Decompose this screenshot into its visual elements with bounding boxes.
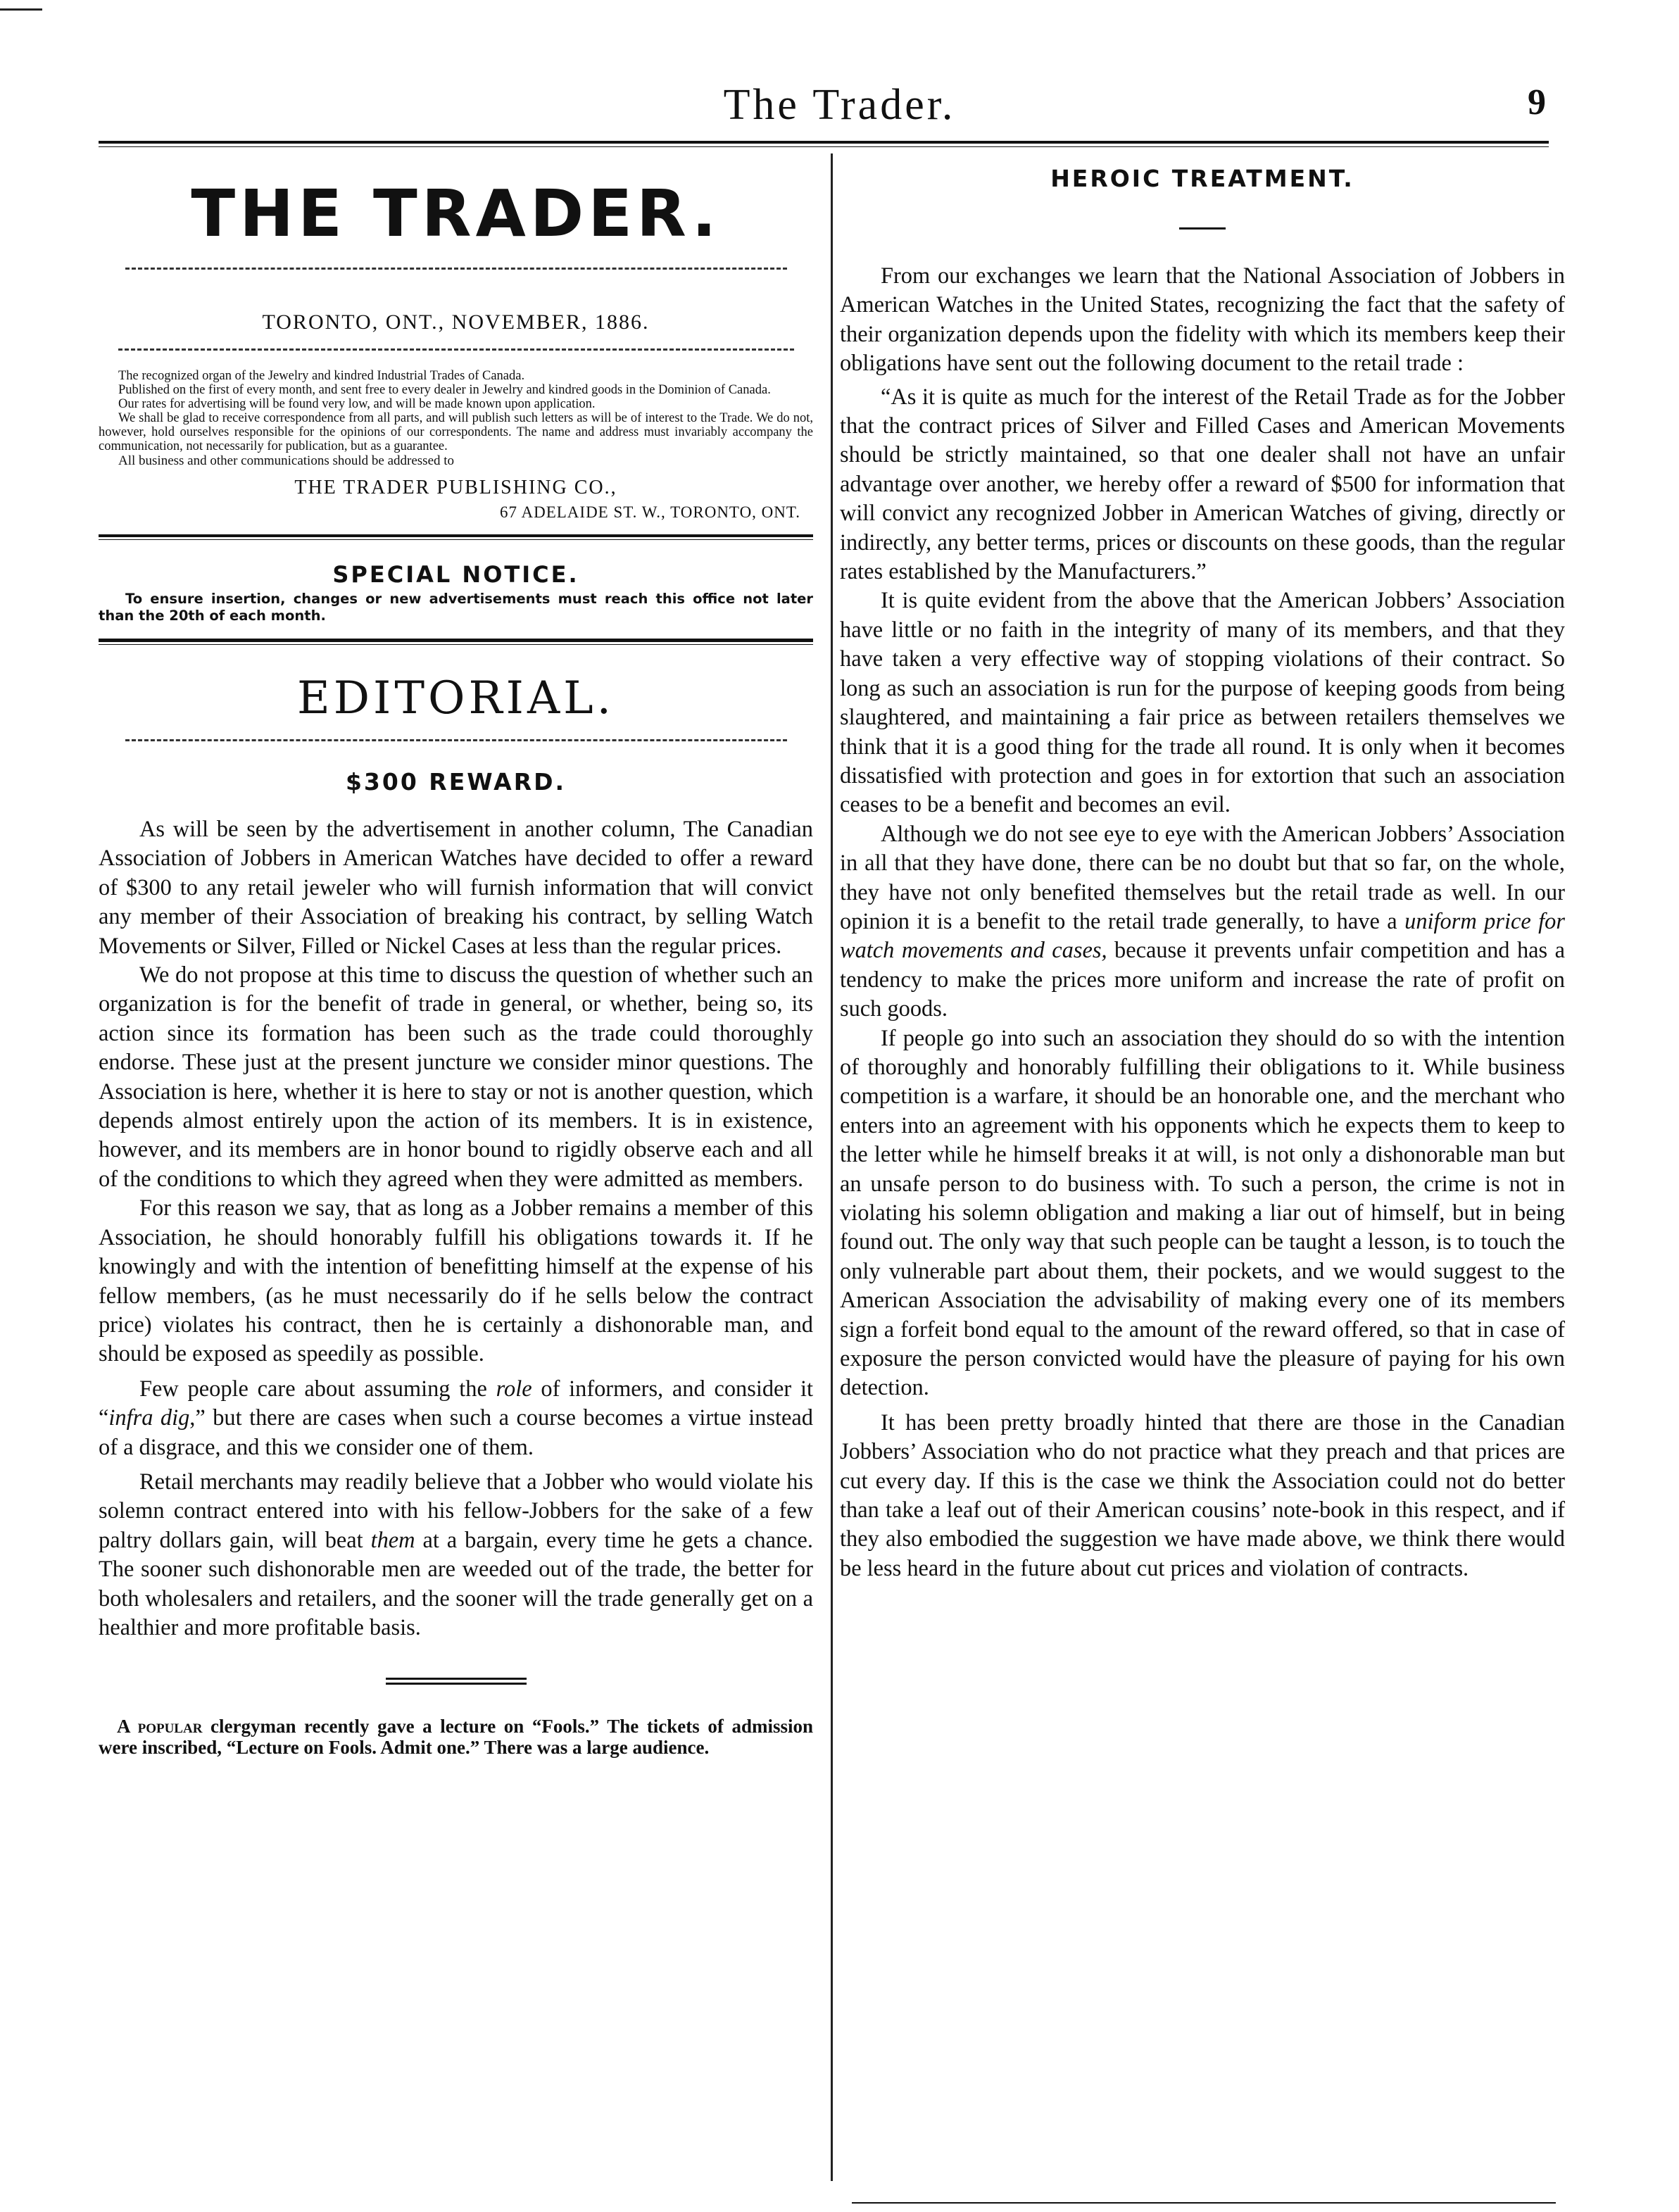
right-column [840, 155, 1565, 1583]
anecdote-text: clergyman recently gave a lecture on “Fools.” The tickets of admission were inscribed, “Lecture on Fools. Admit one.” There was a large audience. [99, 1716, 813, 1759]
masthead-notices [99, 369, 813, 468]
notice-line: We shall be glad to receive correspondence from all parts, and will publish such letters as will be of interest to the Trade. We do not, however, hold ourselves responsible for the opinions of our correspondents. The name and address must invariably accompany the communication, not necessarily for publication, but as a guarantee. [99, 411, 813, 453]
italic-run: them [370, 1527, 415, 1553]
italic-run: infra dig [108, 1405, 190, 1431]
article-paragraph: For this reason we say, that as long as a Jobber remains a member of this Association, he should honorably fulfill his obligations towards it. If he knowingly and with the intention of benefitting himself at the expense of his fellow members, (as he must necessarily do if he sells below the contract price) violates his contract, then he is certainly a dishonorable man, and should be exposed as speedily as possible. [99, 1195, 813, 1367]
article-paragraph [99, 1375, 813, 1462]
text-run: of informers, and consider it “ [99, 1376, 813, 1431]
text-run: Although we do not see eye to eye with the American Jobbers’ Association in all that they have done, there can be no doubt but that so far, on the whole, they have not only benefited themselves but the retail trade as well. In our opinion it is a benefit to the retail trade generally, to have a [840, 821, 1565, 934]
end-rule [386, 1683, 527, 1685]
article-paragraph: We do not propose at this time to discuss the question of whether such an organization is for the benefit of trade in general, or whether, being so, its action since its formation has been such as the trade could thoroughly endorse. These just at the present juncture we consider minor questions. The Association is here, whether it is here to stay or not is another question, which depends almost entirely upon the action of its members. It is in existence, however, and its members are in honor bound to rigidly observe each and all of the conditions to which they agreed when they were admitted as members. [99, 962, 813, 1192]
text-run: Retail merchants may readily believe that a Jobber who would violate his solemn contract entered into with his fellow-Jobbers for the sake of a few paltry dollars gain, will beat [99, 1469, 813, 1553]
section-rule [99, 534, 813, 537]
section-rule [99, 639, 813, 642]
masthead-title: THE TRADER. [191, 176, 721, 251]
column-divider [831, 153, 833, 2181]
left-column [99, 155, 813, 1758]
header-rule [99, 141, 1549, 144]
article-paragraph: It has been pretty broadly hinted that there are those in the Canadian Jobbers’ Association who do not practice what they preach and that prices are cut every day. If this is the case we think the Association could not do better than take a leaf out of their American cousins’ note-book in this respect, and if they also embodied the suggestion we have made above, we think there would be less heard in the future about cut prices and violation of contracts. [840, 1409, 1565, 1581]
article-heading: $300 REWARD. [345, 768, 567, 796]
text-run: because it prevents unfair competition and has a tendency to make the prices more uniform and increase the rate of profit on such goods. [840, 938, 1565, 1022]
notice-line: Our rates for advertising will be found very low, and will be made known upon application. [118, 397, 596, 411]
notice-address-line: All business and other communications should be addressed to [118, 453, 455, 468]
special-notice-title: SPECIAL NOTICE. [332, 561, 579, 588]
article-paragraph: From our exchanges we learn that the National Association of Jobbers in American Watches in the United States, recognizing the fact that the safety of their organization depends upon the fidelity with which its members keep their obligations have sent out the following document to the retail trade : [840, 263, 1565, 377]
masthead-rule [125, 268, 787, 270]
anecdote [99, 1716, 813, 1758]
article-paragraph: It is quite evident from the above that the American Jobbers’ Association have little or no faith in the integrity of many of its members, and that they have taken a very effective way of stopping violations of their contract. So long as such an association is run for the purpose of keeping goods from being slaughtered, and maintaining a fair price as between retailers themselves we think that it is a good thing for the trade all round. It is only when it becomes dissatisfied with protection and goes in for extortion that such an association ceases to be a benefit and becomes an evil. [840, 588, 1565, 818]
dateline-rule [118, 348, 794, 351]
article-paragraph: If people go into such an association they should do so with the intention of thoroughly and honorably fulfilling their obligations to it. While business competition is a warfare, it should be an honorable one, and the merchant who enters into an agreement with his opponents which he expects them to keep to the letter while he himself breaks it at will, is not only a dishonorable man but an unsafe person to do business with. To such a person, the crime is not in violating his solemn obligation and making a liar out of himself, but in being found out. The only way that such people can be taught a lesson, is to touch the only vulnerable part about them, their pockets, and we would suggest to the American Association the advisability of making every one of its members sign a forfeit bond equal to the amount of the reward offered, so that in case of exposure the person convicted would have the pleasure of paying for his own detection. [840, 1025, 1565, 1401]
editorial-heading: EDITORIAL. [297, 672, 615, 724]
italic-run: uniform price for watch movements and cases, [840, 908, 1565, 964]
text-run: Few people care about assuming the [139, 1376, 496, 1402]
publisher-address: 67 ADELAIDE ST. W., TORONTO, ONT. [500, 503, 800, 521]
editorial-rule [125, 739, 787, 741]
end-rule [386, 1678, 527, 1680]
running-head: The Trader. [723, 81, 956, 129]
article-heading: HEROIC TREATMENT. [1050, 165, 1354, 192]
italic-run: role [496, 1376, 532, 1402]
section-rule-thin [99, 644, 813, 645]
corner-rule [0, 8, 42, 11]
anecdote-lead: A popular [117, 1716, 203, 1737]
heading-rule [1179, 227, 1226, 230]
special-notice-text: To ensure insertion, changes or new advertisements must reach this office not later than the 20th of each month. [99, 591, 813, 624]
quoted-document: “As it is quite as much for the interest of the Retail Trade as for the Jobber that the contract prices of Silver and Filled Cases and American Movements should be strictly maintained, so that one dealer shall not have an unfair advantage over another, we hereby offer a reward of $500 for information that will convict any recognized Jobber in American Watches of giving, directly or indirectly, any better terms, prices or discounts on these goods, than the regular rates established by the Manufacturers.” [840, 384, 1565, 585]
header-rule-thin [99, 146, 1549, 147]
dateline: TORONTO, ONT., NOVEMBER, 1886. [262, 310, 650, 334]
text-run: at a bargain, every time he gets a chance. The sooner such dishonorable men are weeded out of the trade, the better for both wholesalers and retailers, and the sooner will the trade generally get on a healthier and more profitable basis. [99, 1527, 813, 1640]
notice-line: The recognized organ of the Jewelry and kindred Industrial Trades of Canada. [118, 369, 525, 383]
notice-line: Published on the first of every month, and sent free to every dealer in Jewelry and kindred goods in the Dominion of Canada. [118, 383, 771, 397]
footer-rule [852, 2202, 1556, 2204]
article-paragraph [99, 1468, 813, 1642]
publisher-name: THE TRADER PUBLISHING CO., [294, 477, 617, 498]
article-paragraph [840, 820, 1565, 1024]
page-number: 9 [1528, 82, 1546, 122]
article-paragraph: As will be seen by the advertisement in another column, The Canadian Association of Jobbers in American Watches have decided to offer a reward of $300 to any retail jeweler who will furnish information that will convict any member of their Association of breaking his contract, by selling Watch Movements or Silver, Filled or Nickel Cases at less than the regular prices. [99, 817, 813, 959]
section-rule-thin [99, 539, 813, 540]
text-run: ,” but there are cases when such a course becomes a virtue instead of a disgrace, and this we consider one of them. [99, 1405, 813, 1460]
